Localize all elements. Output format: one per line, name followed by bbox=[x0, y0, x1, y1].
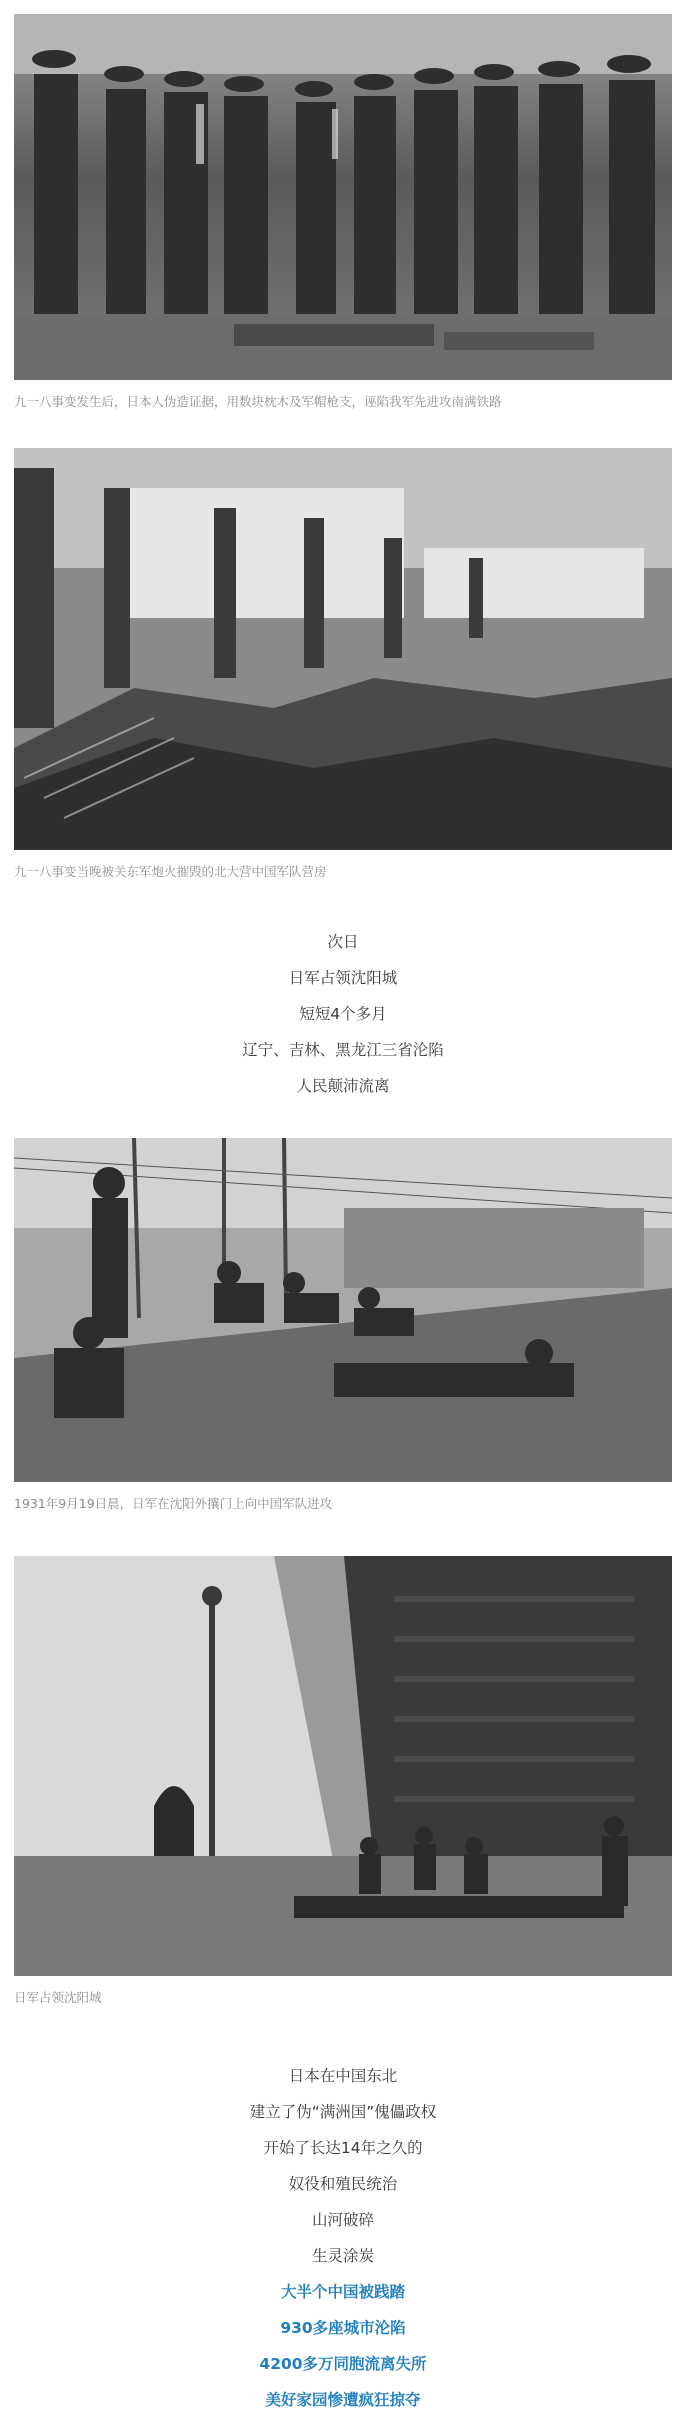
narrative-line: 开始了长达14年之久的 bbox=[263, 2139, 423, 2157]
narrative-line: 生灵涂炭 bbox=[311, 2247, 374, 2265]
narrative-line: 日军占领沈阳城 bbox=[288, 969, 398, 987]
photo-caption-3: 1931年9月19日晨，日军在沈阳外攘门上向中国军队进攻 bbox=[14, 1496, 333, 1511]
narrative-line: 次日 bbox=[327, 933, 359, 951]
photo-soldiers-on-gate bbox=[14, 1138, 672, 1482]
narrative-line: 辽宁、吉林、黑龙江三省沦陷 bbox=[242, 1041, 444, 1059]
highlight-line: 930多座城市沦陷 bbox=[280, 2319, 406, 2337]
photo-caption-1: 九一八事变发生后，日本人伪造证据，用数块枕木及军帽枪支，诬陷我军先进攻南满铁路 bbox=[14, 394, 502, 409]
photo-caption-4: 日军占领沈阳城 bbox=[14, 1990, 102, 2005]
photo-destroyed-barracks bbox=[14, 448, 672, 850]
narrative-block-1 bbox=[0, 924, 686, 1104]
highlight-line: 美好家园惨遭疯狂掠夺 bbox=[265, 2391, 421, 2409]
highlight-line: 4200多万同胞流离失所 bbox=[259, 2355, 427, 2373]
photo-caption-2: 九一八事变当晚被关东军炮火摧毁的北大营中国军队营房 bbox=[14, 864, 327, 879]
narrative-block-2 bbox=[0, 2058, 686, 2418]
narrative-line: 建立了伪“满洲国”傀儡政权 bbox=[249, 2103, 437, 2121]
highlight-line: 大半个中国被践踏 bbox=[280, 2283, 405, 2301]
narrative-line: 短短4个多月 bbox=[299, 1005, 387, 1023]
narrative-line: 山河破碎 bbox=[311, 2211, 374, 2229]
narrative-line: 奴役和殖民统治 bbox=[288, 2175, 398, 2193]
photo-officials-group bbox=[14, 14, 672, 380]
narrative-line: 人民颠沛流离 bbox=[296, 1077, 390, 1095]
photo-soldiers-city-wall bbox=[14, 1556, 672, 1976]
narrative-line: 日本在中国东北 bbox=[288, 2067, 398, 2085]
